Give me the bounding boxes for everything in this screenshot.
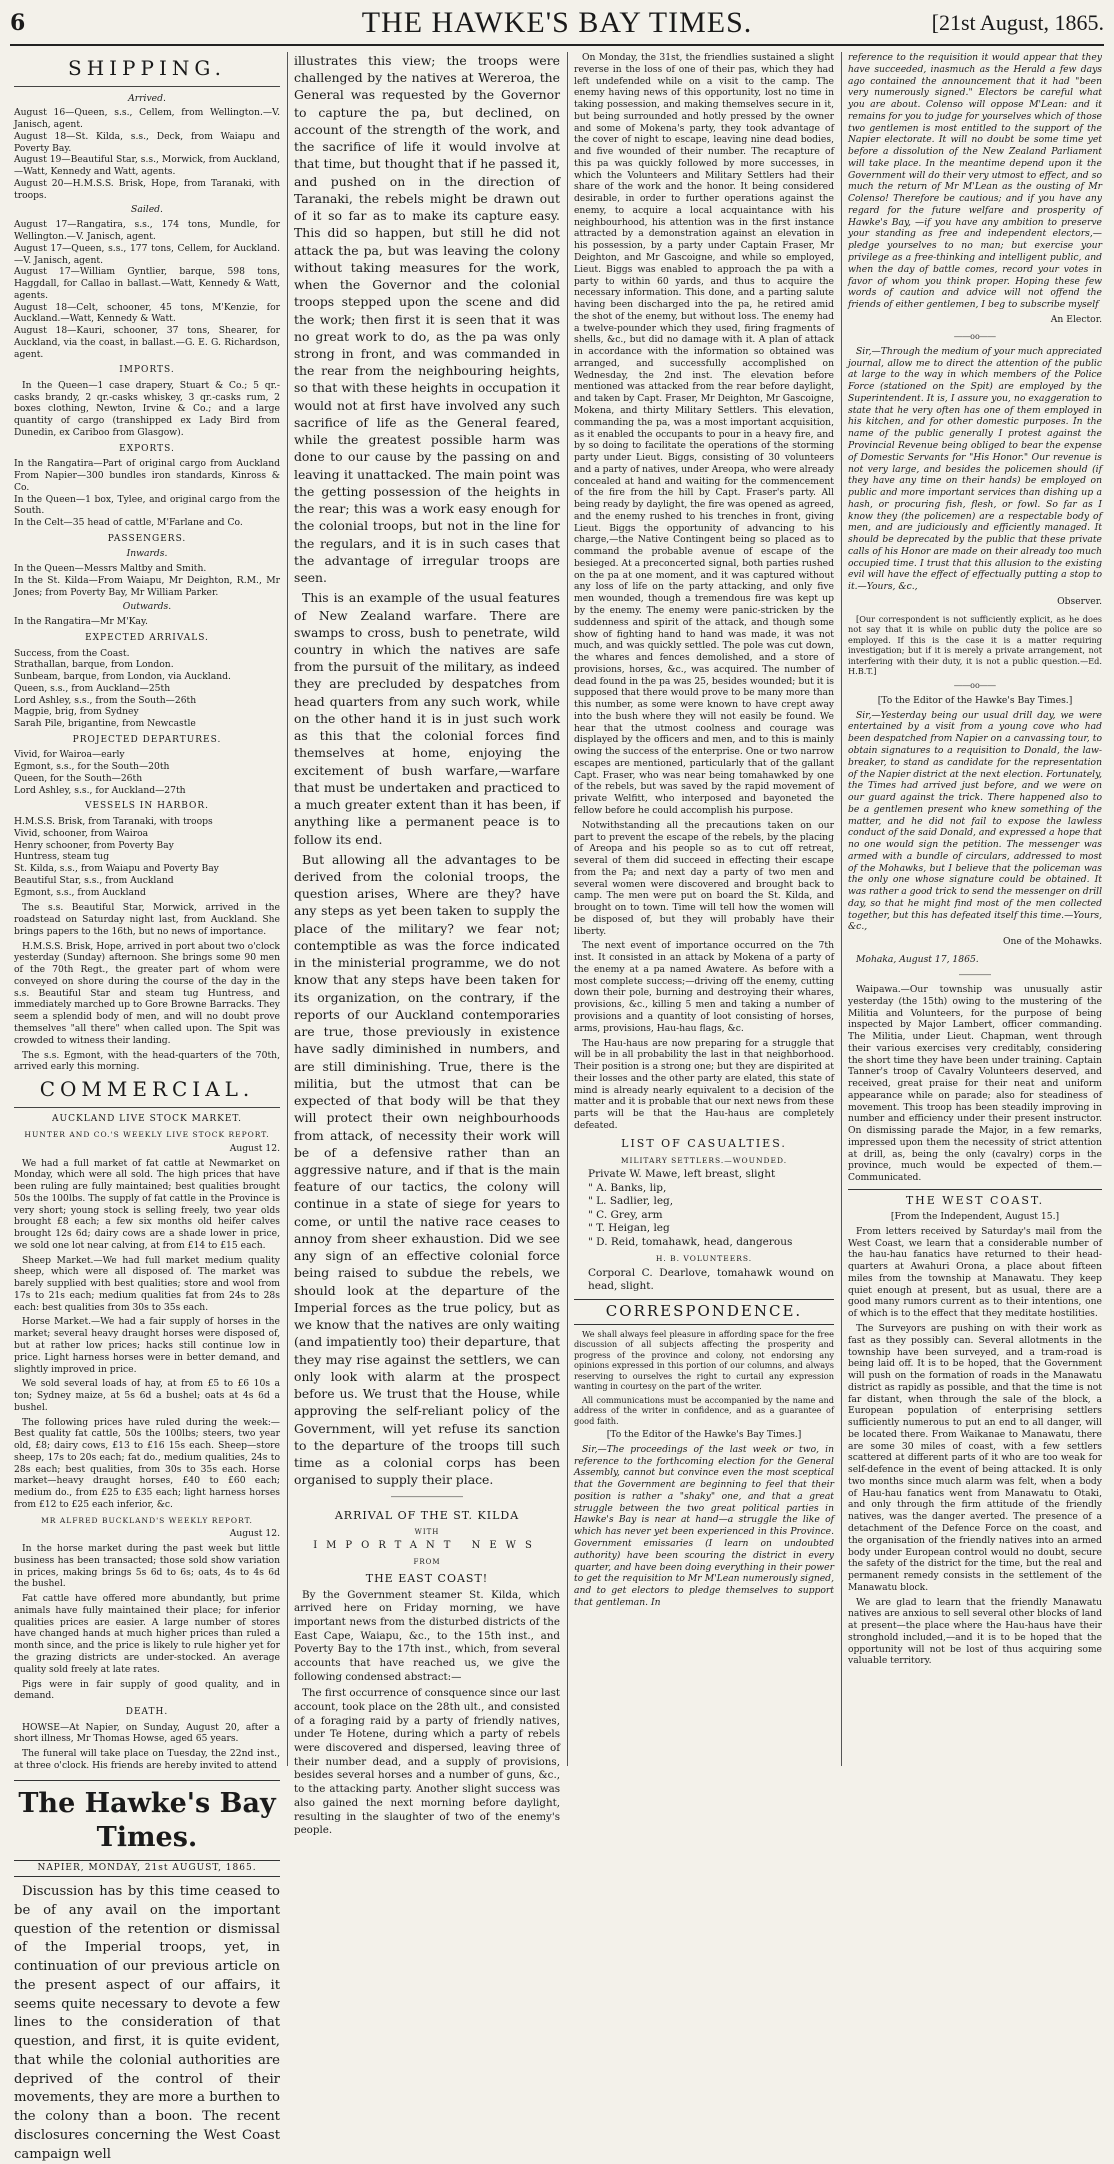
masthead [10,6,1104,46]
shipping-note: The s.s. Egmont, with the head-quarters of the 70th, arrived early this morning. [14,1049,280,1073]
letter-signature: Observer. [1057,595,1102,607]
exports-item: In the Celt—35 head of cattle, M'Farlane and Co. [14,517,243,529]
market-para: Horse Market.—We had a fair supply of horses in the market; several heavy draught horses were disposed of, but at rather low prices; hacks still continue low in price. Light harness horses were in better demand, and slightly improved in price. [14,1316,280,1375]
market-subtitle: HUNTER AND CO.'S WEEKLY LIVE STOCK REPORT. [24,1130,270,1140]
issue-date: [21st August, 1865. [931,10,1104,35]
shipping-note: H.M.S.S. Brisk, Hope, arrived in port about two o'clock yesterday (Sunday) afternoon. She brings some 90 men of the 70th Regt., the greater part of whom were conveyed on shore during the course of the day in the s.s. Beautiful Star and steam tug Huntress, and immediately marched up to Gore Browne Barracks. They seem a splendid body of men, and will no doubt prove themselves "all there" when called upon. The Spit was crowded to witness their landing. [14,940,280,1046]
arrived-item: August 18—St. Kilda, s.s., Deck, from Waiapu and Poverty Bay. [14,130,280,154]
page-number: 6 [10,10,26,36]
inwards-item: In the Queen—Messrs Maltby and Smith. [14,563,207,575]
projected-item: Vivid, for Wairoa—early [14,749,125,761]
arrived-item: August 20—H.M.S.S. Brisk, Hope, from Taranaki, with troops. [14,177,280,201]
editor-line: [To the Editor of the Hawke's Bay Times.] [606,1429,802,1441]
divider: ――――――――― [391,1492,463,1502]
market-date: August 12. [229,1142,280,1154]
casualty-item: Private W. Mawe, left breast, slight [588,1168,776,1181]
arrival-para: The first occurrence of consquence since our last account, took place on the 28th ult., and consisted of a foraging raid by a party of friendly natives, under Te Hotene, during which a party of rebels were discovered and dispersed, leaving three of their number dead, and a supply of provisions, besides several horses and a number of guns, &c., to the attacking party. Another slight success was also gained the next morning before daylight, resulting in the slaughter of two of the enemy's people. [294,1687,560,1837]
letter-para: reference to the requisition it would appear that they have succeeded, inasmuch as the Herald a few days ago contained the announcement that it had "been very numerously signed." Electors be careful what you are about. Colenso will oppose M'Lean: and it remains for you to judge for yourselves which of those two gentlemen is most entitled to the support of the Napier electorate. It will no doubt be some time yet before a dissolution of the New Zealand Parliament will take place. In the meantime depend upon it the Government will do their very utmost to effect, and so much the return of Mr M'Lean as the ousting of Mr Colenso! Therefore be cautious; and if you have any regard for the future welfare and prosperity of Hawke's Bay, —if you have any ambition to preserve your standing as free and independent electors,—pledge yourselves to no man; but exercise your privilege as a free-thinking and intelligent public, and when the day of battle comes, record your votes in favor of whom you think proper. Hoping these few words of caution and advice will not offend the friends of either gentlemen, I beg to subscribe myself [848,52,1102,311]
harbor-item: Vivid, schooner, from Wairoa [14,827,149,839]
letter-signature: One of the Mohawks. [1002,936,1102,948]
west-coast-para: The Surveyors are pushing on with their work as fast as they possibly can. Several allotments in the township have been surveyed, and a tram-road is being laid off. It is to be hoped, that the Government will push on the formation of roads in the Manawatu district as rapidly as possible, and that the time is not far distant, when through the sale of the block, a European population of enterprising settlers sufficiently numerous to put an end to all danger, will be located there. From Waikanae to Manawatu, there are some 30 miles of coast, with a few settlers scattered at different parts of it who are too weak for self-defence in the event of being attacked. It is only two months since much alarm was felt, when a body of Hau-hau fanatics went from Manawatu to Otaki, and only through the firm attitude of the friendly natives, was the danger averted. The presence of a detachment of the Defence Force on the coast, and the organisation of the friendly natives into an armed body under European control would no doubt, secure the safety of the district for the time, but the real and permanent remedy consists in the settlement of the Manawatu block. [848,1322,1102,1593]
leader-para: This is an example of the usual features of New Zealand warfare. There are swamps to cross, bush to penetrate, wild country in which the natives are safe from the pursuit of the military, as indeed they are precluded by despatches from head quarters from any such work, while on the other hand it is in just such work as this that the colonial forces find themselves at home, enjoying the excitement of bush warfare,—warfare that must be undertaken and practiced to a much greater extent than it has been, if anything like a permanent peace is to follow its end. [294,590,560,847]
sailed-item: August 17—Rangatira, s.s., 174 tons, Mundle, for Wellington.—V. Janisch, agent. [14,219,280,243]
market-para: We sold several loads of hay, at from £5 to £6 10s a ton; Sydney maize, at 5s 6d a bushel; oats at 4s 6d a bushel. [14,1378,280,1413]
leader-para: But allowing all the advantages to be derived from the colonial troops, the question arises, Where are they? have any steps as yet been taken to supply the place of the military? we fear not; contemptible as was the force indicated in the ministerial programme, we do not know that any steps have been taken for its organization, on the contrary, if the reports of our Auckland contemporaries are true, those previously in existence have sadly diminished in numbers, and are still diminishing. True, there is the militia, but the utmost that can be expected of that body will be that they will protect their own neighbourhoods from attack, of necessity their work will be of a defensive rather than an aggressive nature, and if that is the main feature of our tactics, the colony will continue in a state of siege for years to come, or until the native race ceases to annoy from sheer exhaustion. Did we see any sign of an effective colonial force being raised to subdue the rebels, we should look at the departure of the Imperial forces as the true policy, but as we know that the natives are only waiting (and impatiently too) their departure, that they may rise against the settlers, we can only look with alarm at the prospect before us. We trust that the House, while approving the self-reliant policy of the Government, will yet refuse its sanction to the departure of the troops till such time as a colonial corps has been organised to supply their place. [294,851,560,1488]
column-4 [848,52,1102,1766]
west-coast-source: [From the Independent, August 15.] [890,1211,1060,1223]
letter-para: Sir,—Through the medium of your much appreciated journal, allow me to direct the attention of the public at large to the way in which members of the Police Force (stationed on the Spit) are employed by the Superintendent. It is, I assure you, no exaggeration to state that he very often has one of them employed in his kitchen, and for other domestic purposes. In the name of the public generally I protest against the Provincial Revenue being obliged to bear the expense of Domestic Servants for "His Honor." Our revenue is not very large, and besides the policemen should (if they have any time on their hands) be employed on public and more important services than dishing up a hash, or procuring fish, flesh, or fowl. So far as I know they (the policemen) are a respectable body of men, and are judiciously and efficiently managed. It should be deprecated by the public that these private calls of his Honor are made on their already too much occupied time. I trust that this allusion to the existing evil will have the effect of effectually putting a stop to it.—Yours, &c., [848,345,1102,593]
arrival-para: By the Government steamer St. Kilda, which arrived here on Friday morning, we have important news from the disturbed districts of the East Cape, Waiapu, &c., to the 15th inst., and Poverty Bay to the 17th inst., which, from several accounts that have reached us, we give the following condensed abstract:— [294,1588,560,1683]
waipawa-para: Waipawa.—Our township was unusually astir yesterday (the 15th) owing to the mustering of the Militia and Volunteers, for the purpose of being inspected by Major Lambert, officer commanding. The Militia, under Lieut. Chapman, went through their various exercises very creditably, considering the short time they have been under training. Captain Tanner's troop of Cavalry Volunteers deserved, and received, great praise for their neat and uniform appearance while on parade; also for steadiness of movement. This troop has been steadily improving in number and efficiency under their present instructor. On dismissing parade the Major, in a few remarks, impressed upon them the necessity of strict attention at drill, as, being the only (cavalry) corps in the province, much would be expected of them.—Communicated. [848,984,1102,1184]
letter-signature: An Elector. [1050,313,1102,325]
exports-item: In the Rangatira—Part of original cargo from Auckland From Napier—300 bundles iron standards, Kinross & Co. [14,458,280,493]
casualty-item: " L. Sadlier, leg, [588,1195,674,1208]
news-para: The next event of importance occurred on the 7th inst. It consisted in an attack by Mokena of a party of the enemy at a pa named Awatere. As before with a most complete success;—driving off the enemy, cutting down their pole, burning and destroying their whares, provisions, &c., killing 5 men and taking a number of provisions and a quantity of loot consisting of horses, arms, provisions, Hau-hau flags, &c. [574,940,834,1034]
casualty-item: Corporal C. Dearlove, tomahawk wound on head, slight. [588,1266,834,1292]
market-para: Pigs were in fair supply of good quality, and in demand. [14,1678,280,1702]
sailed-item: August 18—Celt, schooner, 45 tons, M'Kenzie, for Auckland.—Watt, Kennedy & Watt. [14,301,280,325]
expected-item: Strathallan, barque, from London. [14,659,174,671]
casualty-item: " D. Reid, tomahawk, head, dangerous [588,1235,793,1248]
column-3 [574,52,834,1766]
west-coast-heading: THE WEST COAST. [848,1189,1102,1208]
projected-item: Egmont, s.s., for the South—20th [14,761,170,773]
nameplate: The Hawke's Bay Times. [14,1780,280,1856]
harbor-item: Egmont, s.s., from Auckland [14,886,146,898]
sailed-item: August 17—Queen, s.s., 177 tons, Cellem, for Auckland.—V. Janisch, agent. [14,242,280,266]
death-heading: DEATH. [125,1707,169,1718]
harbor-label: VESSELS IN HARBOR. [84,801,210,812]
expected-item: Queen, s.s., from Auckland—25th [14,682,171,694]
projected-item: Lord Ashley, s.s., for Auckland—27th [14,784,186,796]
exports-item: In the Queen—1 box, Tylee, and original cargo from the South. [14,493,280,517]
arrived-label: Arrived. [128,92,166,104]
funeral-notice: The funeral will take place on Tuesday, the 22nd inst., at three o'clock. His friends are hereby invited to attend [14,1748,280,1771]
imports-text: In the Queen—1 case drapery, Stuart & Co.; 5 qr.-casks brandy, 2 qr.-casks whiskey, 3 qr.-casks rum, 2 boxes clothing, Newton, Irvine & Co.; and a large quantity of cargo (transhipped ex Lady Bird from Dunedin, ex Cariboo from Glasgow). [14,379,280,439]
harbor-item: H.M.S.S. Brisk, from Taranaki, with troops [14,815,213,827]
letter-para: Sir,—Yesterday being our usual drill day, we were entertained by a visit from a young cove who had been despatched from Napier on a canvassing tour, to obtain signatures to a requisition to Donald, the law-breaker, to stand as candidate for the representation of the Napier district at the next election. Fortunately, the Times had arrived just before, and we were on our guard against the trick. There happened also to be a gentlemen present who knew something of the matter, and he did not fail to expose the lawless conduct of the said Donald, and expressed a hope that no one would sign the petition. The messenger was armed with a bundle of circulars, addressed to most of the Mohawks, but I believe that the policeman was the only one whose signature could be obtained. It was rather a good trick to send the messenger on drill day, so that he might find most of the men collected together, but this has defeated itself this time.—Yours, &c., [848,709,1103,933]
sailed-item: August 17—William Gyntlier, barque, 598 tons, Haggdall, for Callao in ballast.—Watt, Kennedy & Watt, agents. [14,266,280,301]
harbor-item: Henry schooner, from Poverty Bay [14,839,174,851]
arrival-with: WITH [414,1527,440,1536]
harbor-item: Beautiful Star, s.s., from Auckland [14,874,174,886]
expected-item: Magpie, brig, from Sydney [14,706,139,718]
market-para: We had a full market of fat cattle at Newmarket on Monday, which were all sold. The high prices that have been ruling are fully maintained; best qualities brought 50s the 100lbs. The supply of fat cattle in the Province is very short; young stock is selling freely, two year olds brought £8 each; a few six months old heifer calves brought 12s 6d; dairy cows are a shade lower in price, we sold one lot near calving, at from £14 to £15 each. [14,1157,280,1251]
outwards-item: In the Rangatira—Mr M'Kay. [14,616,148,628]
divider: ――oo―― [954,680,996,690]
divider: ――oo―― [954,331,996,341]
expected-item: Lord Ashley, s.s., from the South—26th [14,694,197,706]
market-para: Sheep Market.—We had full market medium quality sheep, which were all disposed of. The market was barely supplied with best qualities; store and wool from 17s to 21s each; medium qualities fat from 24s to 28s each: best qualities from 30s to 35s each. [14,1254,280,1313]
place-date: Mohaka, August 17, 1865. [856,954,979,965]
dateline: NAPIER, MONDAY, 21st AUGUST, 1865. [14,1860,280,1878]
outwards-label: Outwards. [122,601,172,613]
passengers-label: PASSENGERS. [107,533,187,544]
expected-item: Sarah Pile, brigantine, from Newcastle [14,718,196,730]
expected-item: Sunbeam, barque, from London, via Auckland. [14,671,231,683]
harbor-item: St. Kilda, s.s., from Waiapu and Poverty Bay [14,863,219,875]
column-rule [841,52,842,1766]
column-rule [567,52,568,1766]
arrived-item: August 16—Queen, s.s., Cellem, from Wellington.—V. Janisch, agent. [14,107,280,131]
casualty-item: " A. Banks, lip, [588,1181,667,1194]
shipping-heading: SHIPPING. [14,56,280,87]
inwards-item: In the St. Kilda—From Waiapu, Mr Deighton, R.M., Mr Jones; from Poverty Bay, Mr William Parker. [14,574,280,598]
market-para: Fat cattle have offered more abundantly, but prime animals have fully maintained their place; for inferior qualities prices are easier. A large number of stores have changed hands at much higher prices than ruled a month since, and the price is likely to rule higher yet for the grazing districts are under-stocked. An average quality sold freely at late rates. [14,1593,280,1675]
sailed-label: Sailed. [131,204,163,216]
exports-label: EXPORTS. [119,443,175,454]
west-coast-para: We are glad to learn that the friendly Manawatu natives are anxious to sell several other blocks of land at present—the place where the Hau-haus have their stronghold included,—and it is to be hoped that the opportunity will not be lost of thus acquiring some valuable territory. [848,1596,1102,1667]
leader-para: illustrates this view; the troops were challenged by the natives at Wereroa, the General was requested by the Governor to capture the pa, but declined, on account of the strength of the work, and the sacrifice of life it would involve at that time, but thought that if he passed it, and pushed on in the direction of Taranaki, the rebels might be drawn out of it so far as to make its capture easy. This did so happen, but still he did not attack the pa, but was leaving the colony without taking measures for the work, when the Governor and the colonial troops stepped upon the scene and did the work; then first it is seen that it was no great work to do, as the pa was only strong in front, and was commanded in the rear from the neighbouring heights, so that with these heights in occupation it would not at first have involved any such sacrifice of life as the General feared, while the greatest possible harm was done to our cause by the passing on and leaving it unattacked. The main point was the getting possession of the heights in the rear; this was a work easy enough for the colonial troops, but not in the line for the regulars, and it is in such cases that the advantage of irregular troops are seen. [294,53,560,586]
correspondence-heading: CORRESPONDENCE. [574,1299,834,1324]
market-title: AUCKLAND LIVE STOCK MARKET. [52,1113,242,1124]
letter-para: Sir,—The proceedings of the last week or two, in reference to the forthcoming election for the General Assembly, cannot but convince even the most sceptical that the Government are beginning to feel that their position is rather a "shaky" one, and that a great struggle between the two great political parties in Hawke's Bay is near at hand—a struggle the like of which has never yet been experienced in this Province. Government emissaries (I learn on undoubted authority) have been scouring the district in every quarter, and have been doing everything in their power to get the requisition to Mr M'Lean numerously signed, and to get electors to pledge themselves to support that gentleman. In [574,1443,834,1608]
arrival-from: FROM [413,1557,441,1566]
divider: ―――― [959,969,991,979]
casualty-item: " T. Heigan, leg [588,1222,670,1235]
sailed-item: August 18—Kauri, schooner, 37 tons, Shearer, for Auckland, via the coast, in ballast.—G. E. G. Richardson, agent. [14,325,280,360]
imports-label: IMPORTS. [119,365,175,376]
death-notice: HOWSE—At Napier, on Sunday, August 20, after a short illness, Mr Thomas Howse, aged 65 years. [14,1721,280,1745]
casualties-sub: MILITARY SETTLERS.—WOUNDED. [620,1155,788,1165]
west-coast-para: From letters received by Saturday's mail from the West Coast, we learn that a considerable number of the hau-hau fanatics have returned to their head-quarters at Awahuri Orona, a place about fifteen miles from the township at Manawatu. They keep quiet enough at present, but as usual, there are a good many rumors current as to their intentions, one of which is to the effect that they meditate hostilities. [848,1225,1102,1320]
paper-title: THE HAWKE'S BAY TIMES. [361,6,753,39]
editor-line: [To the Editor of the Hawke's Bay Times.] [877,694,1073,706]
casualty-item: " C. Grey, arm [588,1208,663,1221]
commercial-heading: COMMERCIAL. [14,1077,280,1108]
market-para: In the horse market during the past week but little business has been transacted; those sold show variation in prices, making brings 5s 6d to 6s; oats, 4s to 4s 6d the bushel. [14,1543,280,1590]
arrival-important: IMPORTANT NEWS [313,1539,541,1551]
column-rule [287,52,288,1766]
harbor-item: Huntress, steam tug [14,851,110,863]
projected-item: Queen, for the South—26th [14,772,143,784]
volunteers-sub: H. B. VOLUNTEERS. [655,1253,753,1263]
correspondence-notice: All communications must be accompanied by the name and address of the writer in confidence, and as a guarantee of good faith. [574,1394,834,1426]
news-para: The Hau-haus are now preparing for a struggle that will be in all probability the last in that neighborhood. Their position is a strong one; but they are dispirited at their losses and the other party are elated, this state of mind is already nearly equivalent to a decision of the matter and it is probable that our next news from these parts will be that the Hau-haus are completely defeated. [574,1037,834,1131]
news-para: Notwithstanding all the precautions taken on our part to prevent the escape of the rebels, by the placing of Areopa and his people so as to cut off retreat, several of them did succeed in effecting their escape from the Pa; and next day a party of two men and several women were discovered and brought back to camp. The men were put on board the St. Kilda, and brought on to town. Time will tell how the women will be disposed of, but they will probably have their liberty. [574,819,834,937]
column-2 [294,52,560,1837]
arrival-heading: ARRIVAL OF THE ST. KILDA [334,1508,520,1522]
news-para: On Monday, the 31st, the friendlies sustained a slight reverse in the loss of one of their pas, which they had left undefended while on a visit to the camp. The enemy having news of this opportunity, lost no time in taking possession, and making themselves secure in it, but being surrounded and hotly pressed by the owner and some of Mokena's party, they took advantage of the cover of night to escape, leaving nine dead bodies, and five wounded of their number. The recapture of this pa was quickly followed by more successes, in which the Volunteers and Military Settlers had their share of the work and the honor. It being considered desirable, in order to further operations against the enemy, to acquire a local acquaintance with his neighbourhood, his attention was in the first instance attracted by a demonstration against an elevation in his possession, by a party under Captain Fraser, Mr Deighton, and Mr Gascoigne, and while so employed, Lieut. Biggs was enabled to approach the pa with a party to within 60 yards, and thus to acquire the necessary information. This done, and a parting salute having been discharged into the pa, he retired amid the shot of the enemy, but without loss. The enemy had a twelve-pounder which they used, firing fragments of shells, &c., but did no damage with it. A plan of attack in accordance with the information so obtained was arranged, and successfully accomplished on Wednesday, the 2nd inst. The elevation before mentioned was attacked from the rear before daylight, and taken by Capt. Fraser, Mr Deighton, Mr Gascoigne, Mokena, and thirty Military Settlers. This elevation, commanding the pa, was a most important acquisition, as it enabled the occupants to pour in a heavy fire, and by so doing to facilitate the operations of the storming party under Lieut. Biggs, consisting of 30 volunteers and a party of natives, under Areopa, who were already concealed at hand and waiting for the commencement of the fire from the hill by Capt. Fraser's party. All being ready by daylight, the fire was opened as agreed, and the enemy rushed to his trenches in front, giving Lieut. Biggs the opportunity of advancing to his charge,—the Native Contingent being so placed as to command the probable avenue of escape of the besieged. At a preconcerted signal, both parties rushed on the pa at one moment, and it was captured without any loss of life on the party attacking, and only five men wounded, though a tremendous fire was kept up by the enemy. The enemy were panic-stricken by the suddenness and spirit of the attack, and though some show of fighting hand to hand was made, it was not much, and was quickly settled. The pole was cut down, the whares and fences demolished, and a store of provisions, horses, &c., was acquired. The number of dead found in the pa was 25, besides wounded; but it is supposed that there would prove to be many more than this number, as some were known to have crept away into the bush where they will not easily be found. We hear that the utmost coolness and courage was displayed by the officers and men, and to this is mainly owing the success of the enterprise. One or two narrow escapes are mentioned, particularly that of the gallant Capt. Fraser, who was near being tomahawked by one of the rebels, but was saved by the rapid movement of private Welfitt, who interposed and bayoneted the fellow before he could accomplish his purpose. [574,52,835,816]
arrival-east: THE EAST COAST! [365,1572,489,1586]
expected-label: EXPECTED ARRIVALS. [85,633,209,643]
market-date: August 12. [229,1528,280,1540]
expected-item: Success, from the Coast. [14,647,130,659]
inwards-label: Inwards. [126,548,168,560]
market-title: MR ALFRED BUCKLAND'S WEEKLY REPORT. [41,1515,253,1525]
projected-label: PROJECTED DEPARTURES. [72,734,222,745]
leader-para: Discussion has by this time ceased to be of any avail on the important question of the retention or dismissal of the Imperial troops, yet, in continuation of our previous article on the present aspect of our affairs, it seems quite necessary to devote a few lines to the consideration of that question, and first, it is quite evident, that while the colonial authorities are deprived of the control of their movements, they are more a burthen to the colony than a boon. The recent disclosures concerning the West Coast campaign well [14,1884,280,2162]
editor-note: [Our correspondent is not sufficiently explicit, as he does not say that it is while on public duty the police are so employed. If this is the case it is a matter requiring investigation; but if it is merely a private arrangement, not interfering with their duty, it is not a public question.—Ed. H.B.T.] [848,613,1102,677]
arrived-item: August 19—Beautiful Star, s.s., Morwick, from Auckland, —Watt, Kennedy and Watt, agents. [14,154,280,178]
casualties-heading: LIST OF CASUALTIES. [621,1136,787,1150]
shipping-note: The s.s. Beautiful Star, Morwick, arrived in the roadstead on Saturday night last, from Auckland. She brings papers to the 16th, but no news of importance. [14,902,280,937]
column-1 [14,52,280,2162]
correspondence-notice: We shall always feel pleasure in affording space for the free discussion of all subjects affecting the prosperity and progress of the province and colony, not endorsing any opinions expressed in this portion of our columns, and always reserving to ourselves the right to curtail any expression wanting in courtesy on the part of the writer. [574,1328,834,1392]
market-para: The following prices have ruled during the week:—Best quality fat cattle, 50s the 100lbs; steers, two year old, £8; dairy cows, £13 to £16 15s each. Sheep—store sheep, 17s to 20s each; fat do., medium qualities, 24s to 28s each; best qualities, from 30s to 35s each. Horse market—heavy draught horses, £40 to £60 each; medium do., from £25 to £35 each; light harness horses from £12 to £25 each inferior, &c. [14,1416,280,1510]
